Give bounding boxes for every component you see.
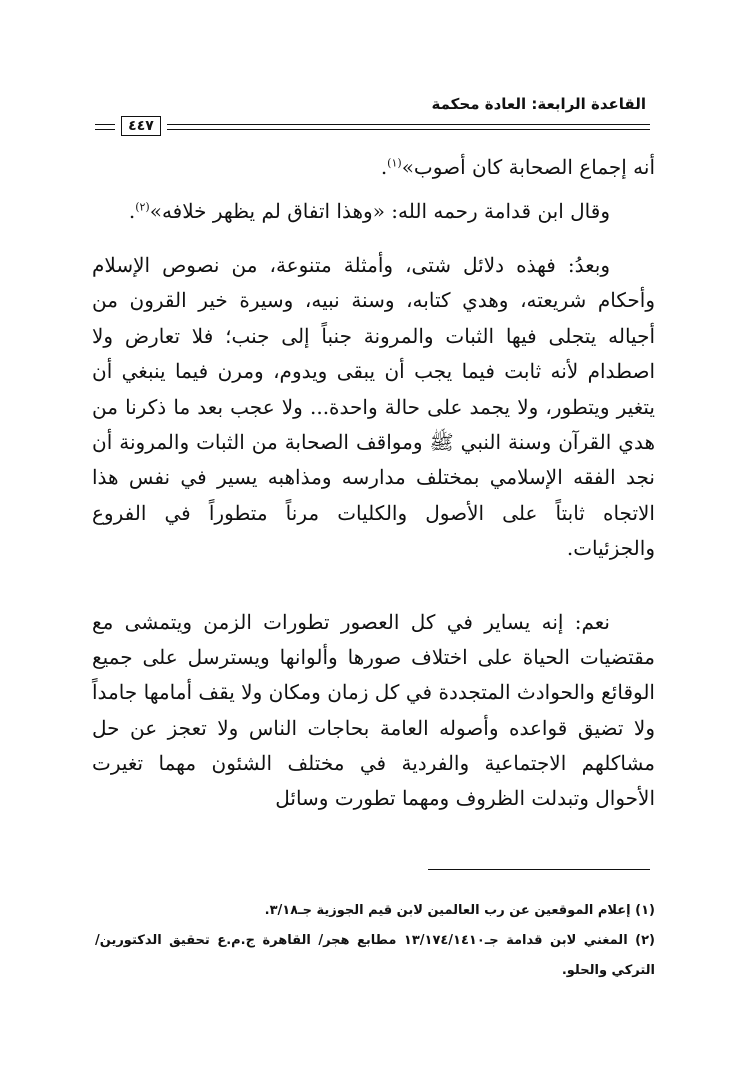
footnote-2: (٢) المغني لابن قدامة جـ١٣/١٧٤/١٤١٠ مطابع هجر/ القاهرة ج.م.ع تحقيق الدكتورين/ التركي والحلو. <box>95 933 655 978</box>
page-header <box>95 94 650 138</box>
opening-lines <box>92 145 655 233</box>
footnote-ref-1: (١) <box>387 156 402 170</box>
header-rule-short <box>95 124 115 130</box>
footnote-1: (١) إعلام الموقعين عن رب العالمين لابن قيم الجوزية جـ٣/١٨. <box>264 903 655 918</box>
quote-line-1: أنه إجماع الصحابة كان أصوب»$^{(١)}$. <box>380 155 655 179</box>
paragraph-2: وبعدُ: فهذه دلائل شتى، وأمثلة متنوعة، من نصوص الإسلام وأحكام شريعته، وهدي كتابه، وسنة نبيه، وسيرة خير القرون من أجياله يتجلى فيها الثبات والمرونة جنباً إلى جنب؛ فلا تعارض ولا اصطدام لأنه ثابت فيما يجب أن يبقى ويدوم، ومرن فيما ينبغي أن يتغير ويتطور، ولا يجمد على حالة واحدة... ولا عجب بعد ما ذكرنا من هدي القرآن وسنة النبي ﷺ ومواقف الصحابة من الثبات والمرونة أن نجد الفقه الإسلامي بمختلف مدارسه ومذاهبه يسير في نفس هذا الاتجاه ثابتاً على الأصول والكليات مرناً متطوراً في الفروع والجزئيات. <box>92 253 655 561</box>
quote-line-2: وقال ابن قدامة رحمه الله: «وهذا اتفاق لم يظهر خلافه»$^{(٢)}$. <box>128 199 610 223</box>
page-number: ٤٤٧ <box>121 116 161 136</box>
footnotes <box>95 896 655 986</box>
footnote-ref-2: (٢) <box>135 200 150 214</box>
paragraph-3: نعم: إنه يساير في كل العصور تطورات الزمن ويتمشى مع مقتضيات الحياة على اختلاف صورها وألوانها ويسترسل على جميع الوقائع والحوادث المتجددة في كل زمان ومكان ولا يقف أمامها جامداً ولا تضيق قواعده وأصوله العامة بحاجات الناس ولا تعجز عن حل مشاكلهم الاجتماعية والفردية في مختلف الشئون مهما تغيرت الأحوال وتبدلت الظروف ومهما تطورت وسائل <box>92 610 655 811</box>
running-head-title: القاعدة الرابعة: العادة محكمة <box>431 95 646 113</box>
footnote-separator <box>428 869 650 870</box>
header-rule-long <box>167 124 650 130</box>
header-rule <box>95 116 650 138</box>
